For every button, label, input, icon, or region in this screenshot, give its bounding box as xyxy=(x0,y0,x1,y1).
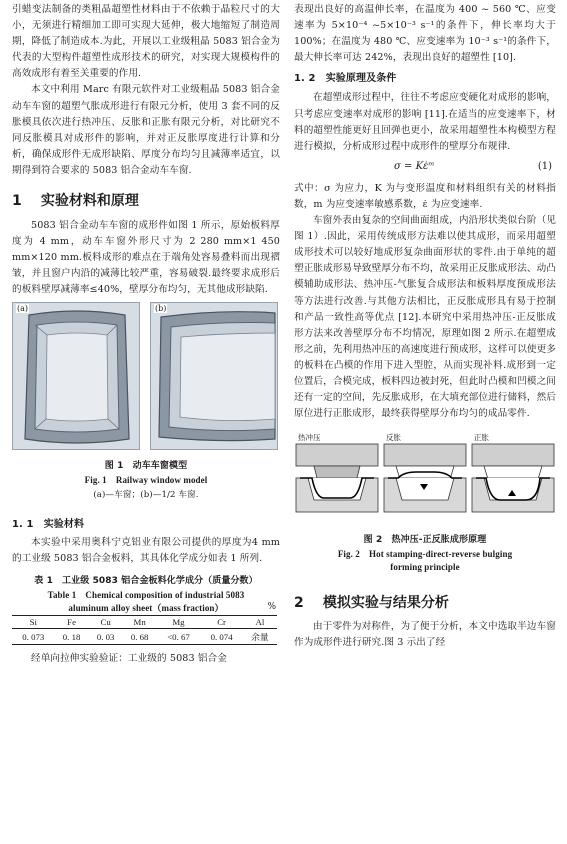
table-cell: 0. 03 xyxy=(89,629,123,645)
table-header-cell: Al xyxy=(243,616,277,629)
equation-formula: σ = Kε̇ᵐ xyxy=(394,160,435,172)
table-cell: 0. 073 xyxy=(12,629,55,645)
table-header-cell: Fe xyxy=(55,616,89,629)
figure-2-caption-cn: 图 2 热冲压-正反胀成形原理 xyxy=(363,535,487,546)
left-column xyxy=(12,0,280,667)
table-1-caption-line2 xyxy=(12,602,280,615)
paragraph: 在超塑成形过程中，往往不考虑应变硬化对成形的影响，只考虑应变速率对成形的影响 [11].在适当的应变速率下，材料的超塑性能更好且回弹也更小，故采用超塑性本构模型方程进行模拟，分析成形过程中成形件的壁厚分布规律. xyxy=(294,92,556,152)
figure-1b-label: (b) xyxy=(155,303,167,313)
paragraph: 车窗外表由复杂的空间曲面组成，内沿形状类似台阶（见图 1）.因此，采用传统成形方法难以使其成形，而采用超塑成形技术可以较好地成形复杂曲面形状的零件.由于单纯的超塑正胀成形易导致壁厚分布不均，故采用正反胀成形法、动凸模辅助成形法、热冲压-气胀复合成形法和板料厚度预成形法等方法进行改善.与其他方法相比，正反胀成形具有易于控制和产品一致性高等优点 [12].本研究中采用热冲压-正反胀成形方法来改善壁厚分布不均情况，原理如图 2 所示.在超塑成形之前，先利用热冲压的高速度进行预成形，这样可以使更多的板料在凸模的作用下进入型腔，从而实现补料.成形到一定位置后，合模完成，板料四边被封死，但此时凸模和凹模之间还有一定的空间，先反胀成形，在大填充部位进行储料，然后原位进行正胀成形，最终获得壁厚分布均匀的成品零件. xyxy=(294,215,556,420)
table-header-cell: Mg xyxy=(157,616,201,629)
equation-1 xyxy=(294,161,556,177)
section-heading xyxy=(12,190,280,210)
figure-1-caption-en: Fig. 1 Railway window model xyxy=(84,474,208,485)
table-header-cell: Cr xyxy=(200,616,243,629)
table-1-unit: % xyxy=(267,602,276,613)
paragraph: 式中：σ 为应力，K 为与变形温度和材料组织有关的材料指数，m 为应变速率敏感系数，ε̇ 为应变速率. xyxy=(294,182,556,210)
figure-2-label-direct-bulging: 正胀 xyxy=(474,433,489,443)
half-railway-window-image xyxy=(151,303,278,450)
figure-2 xyxy=(294,432,556,518)
paragraph: 经单向拉伸实验验证：工业级的 5083 铝合金 xyxy=(31,653,227,665)
table-cell: 0. 074 xyxy=(200,629,243,645)
figure-2-label-hot-stamping: 热冲压 xyxy=(298,433,321,443)
table-cell: 0. 68 xyxy=(123,629,157,645)
subsection-heading: 1. 2 实验原理及条件 xyxy=(294,73,397,85)
section-number: 1 xyxy=(12,193,22,210)
paragraph: 由于零件为对称件，为了便于分析，本文中选取半边车窗作为成形件进行研究.图 3 示出了经 xyxy=(294,621,556,649)
table-1-caption-en: Table 1 Chemical composition of industrial 5083 xyxy=(47,590,245,601)
paragraph: 引蜡变法制备的类粗晶超塑性材料由于不依赖于晶粒尺寸的大小，无须进行精细加工即可实现大延伸，极大地缩短了制造周期，降低了制造成本.为此，开展以工业级粗晶 5083 铝合金为代表的大型构件超塑性成形技术的研究，对实现大规模构件的高效成形有着至关重要的作用. xyxy=(12,4,280,80)
right-column xyxy=(294,0,556,652)
railway-window-full-image xyxy=(13,303,140,450)
table-1-caption-en-2: aluminum alloy sheet（mass fraction） xyxy=(68,603,224,614)
table-cell: <0. 67 xyxy=(157,629,201,645)
section-title: 模拟实验与结果分析 xyxy=(322,595,449,612)
table-cell: 余量 xyxy=(243,629,277,645)
table-1-caption-cn: 表 1 工业级 5083 铝合金板料化学成分（质量分数） xyxy=(34,575,258,586)
figure-1b-panel xyxy=(150,302,278,450)
table-header-cell: Cu xyxy=(89,616,123,629)
paragraph: 本实验中采用奥科宁克铝业有限公司提供的厚度为4 mm的工业级 5083 铝合金板料，其具体化学成分如表 1 所列. xyxy=(12,536,280,564)
section-title: 实验材料和原理 xyxy=(40,193,139,210)
paragraph: 本文中利用 Marc 有限元软件对工业级粗晶 5083 铝合金动车车窗的超塑气胀成形进行有限元分析，使用 3 套不同的反胀模具依次进行热冲压、反胀和正胀有限元分析，对比研究不同反胀模具对成形件的影响，并对正反胀厚度进行计算和分析，确保成形件无成形缺陷、厚度分布均匀且减薄率适宜，以期得到符合要求的 5083 铝合金动车车窗. xyxy=(12,84,280,176)
figure-2-caption-en-2: forming principle xyxy=(390,562,460,573)
forming-principle-diagram xyxy=(294,432,556,518)
table-row xyxy=(12,629,277,645)
figure-2-caption-en: Fig. 2 Hot stamping-direct-reverse bulging xyxy=(337,549,513,560)
figure-1-subcaption: (a)—车窗；(b)—1/2 车窗. xyxy=(93,489,199,500)
figure-1a-panel xyxy=(12,302,140,450)
paragraph: 表现出良好的高温伸长率，在温度为 400 ~ 560 ℃、应变速率为 5×10⁻⁴ ~5×10⁻³ s⁻¹的条件下，伸长率均大于 100%；在温度为 480 ℃、应变速率为 10⁻³ s⁻¹的条件下，最大伸长率可达 242%，表现出良好的超塑性 [10]. xyxy=(294,4,556,64)
table-cell: 0. 18 xyxy=(55,629,89,645)
equation-number: (1) xyxy=(537,160,552,172)
subsection-heading: 1. 1 实验材料 xyxy=(12,518,85,530)
figure-1-caption-cn: 图 1 动车车窗模型 xyxy=(104,460,188,471)
figure-1a-label: (a) xyxy=(17,303,29,313)
section-heading xyxy=(294,592,556,612)
table-1 xyxy=(12,615,277,645)
paragraph: 5083 铝合金动车车窗的成形件如图 1 所示，原始板料厚度为 4 mm，动车车窗外形尺寸为 2 280 mm×1 450 mm×120 mm.板料成形的难点在于端角处容易叠料而出现褶皱，并且窗户内沿的减薄比较严重，容易破裂.最终要求成形后的板料壁厚减薄率≤40%，壁厚分布均匀，无其他成形缺陷. xyxy=(12,220,280,296)
figure-1 xyxy=(12,302,280,450)
section-number: 2 xyxy=(294,595,304,612)
table-header-cell: Mn xyxy=(123,616,157,629)
table-header-cell: Si xyxy=(12,616,55,629)
figure-2-label-reverse-bulging: 反胀 xyxy=(386,433,401,443)
table-header-row xyxy=(12,616,277,629)
